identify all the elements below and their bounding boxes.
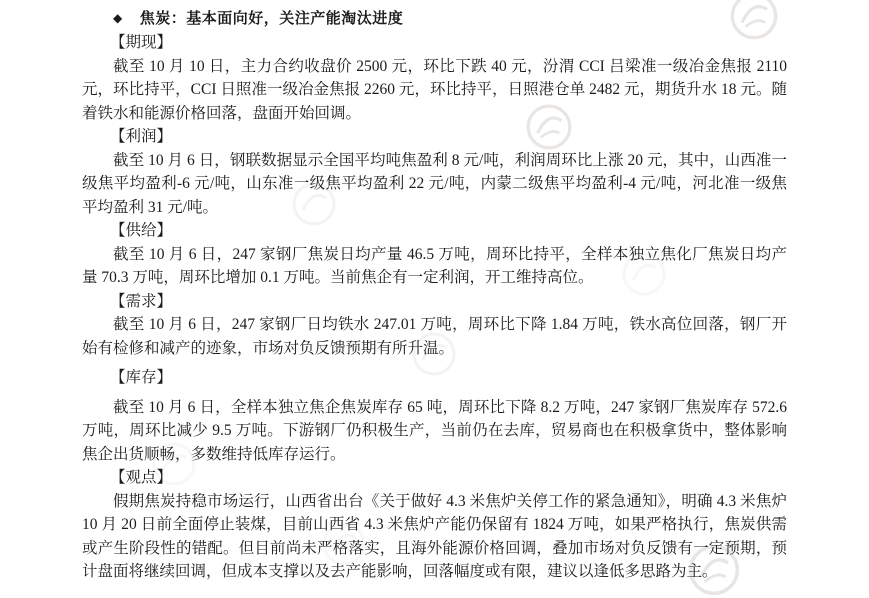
section-profit [82,125,787,219]
section-inventory [82,366,787,466]
section-heading: 【期现】 [110,34,173,51]
section-heading: 【供给】 [110,222,173,239]
section-heading: 【利润】 [110,128,173,145]
section-paragraph: 截至 10 月 10 日，主力合约收盘价 2500 元，环比下跌 40 元，汾渭 CCI 吕梁准一级冶金焦报 2110 元，环比持平，CCI 日照准一级冶金焦报 2260 元，环比持平，日照港仓单 2482 元，期货升水 18 元。随着铁水和能源价格回落，盘面开始回调。 [82,57,787,122]
section-paragraph: 截至 10 月 6 日，钢联数据显示全国平均吨焦盈利 8 元/吨，利润周环比上涨 20 元，其中，山西准一级焦平均盈利-6 元/吨，山东准一级焦平均盈利 22 元/吨，内蒙二级焦平均盈利-4 元/吨，河北准一级焦平均盈利 31 元/吨。 [82,151,787,216]
section-heading: 【观点】 [110,469,173,486]
section-demand [82,290,787,361]
report-title-text: 焦炭：基本面向好，关注产能淘汰进度 [139,10,404,27]
diamond-bullet-icon: ◆ [113,11,123,25]
section-paragraph: 截至 10 月 6 日，247 家钢厂焦炭日均产量 46.5 万吨，周环比持平，全样本独立焦化厂焦炭日均产量 70.3 万吨，周环比增加 0.1 万吨。当前焦企有一定利润，开工维持高位。 [82,245,787,286]
section-heading: 【需求】 [110,292,173,310]
report-title [82,7,787,31]
section-supply [82,219,787,290]
section-paragraph: 截至 10 月 6 日，247 家钢厂日均铁水 247.01 万吨，周环比下降 1.84 万吨，铁水高位回落，钢厂开始有检修和减产的迹象，市场对负反馈预期有所升温。 [82,316,787,357]
section-paragraph: 截至 10 月 6 日，全样本独立焦企焦炭库存 65 吨，周环比下降 8.2 万吨，247 家钢厂焦炭库存 572.6 万吨，周环比减少 9.5 万吨。下游钢厂仍积极生产，当前仍在去库，贸易商也在积极拿货中，整体影响焦企出货顺畅，多数维持低库存运行。 [82,398,787,463]
section-spot-futures [82,31,787,125]
section-paragraph: 假期焦炭持稳市场运行，山西省出台《关于做好 4.3 米焦炉关停工作的紧急通知》，明确 4.3 米焦炉 10 月 20 日前全面停止装煤，目前山西省 4.3 米焦炉产能仍保留有 1824 万吨，如果严格执行，焦炭供需或产生阶段性的错配。但目前尚未严格落实，且海外能源价格回调，叠加市场对负反馈有一定预期，预计盘面将继续回调，但成本支撑以及去产能影响，回落幅度或有限，建议以逢低多思路为主。 [82,492,787,580]
section-heading: 【库存】 [110,369,173,386]
section-viewpoint [82,466,787,584]
